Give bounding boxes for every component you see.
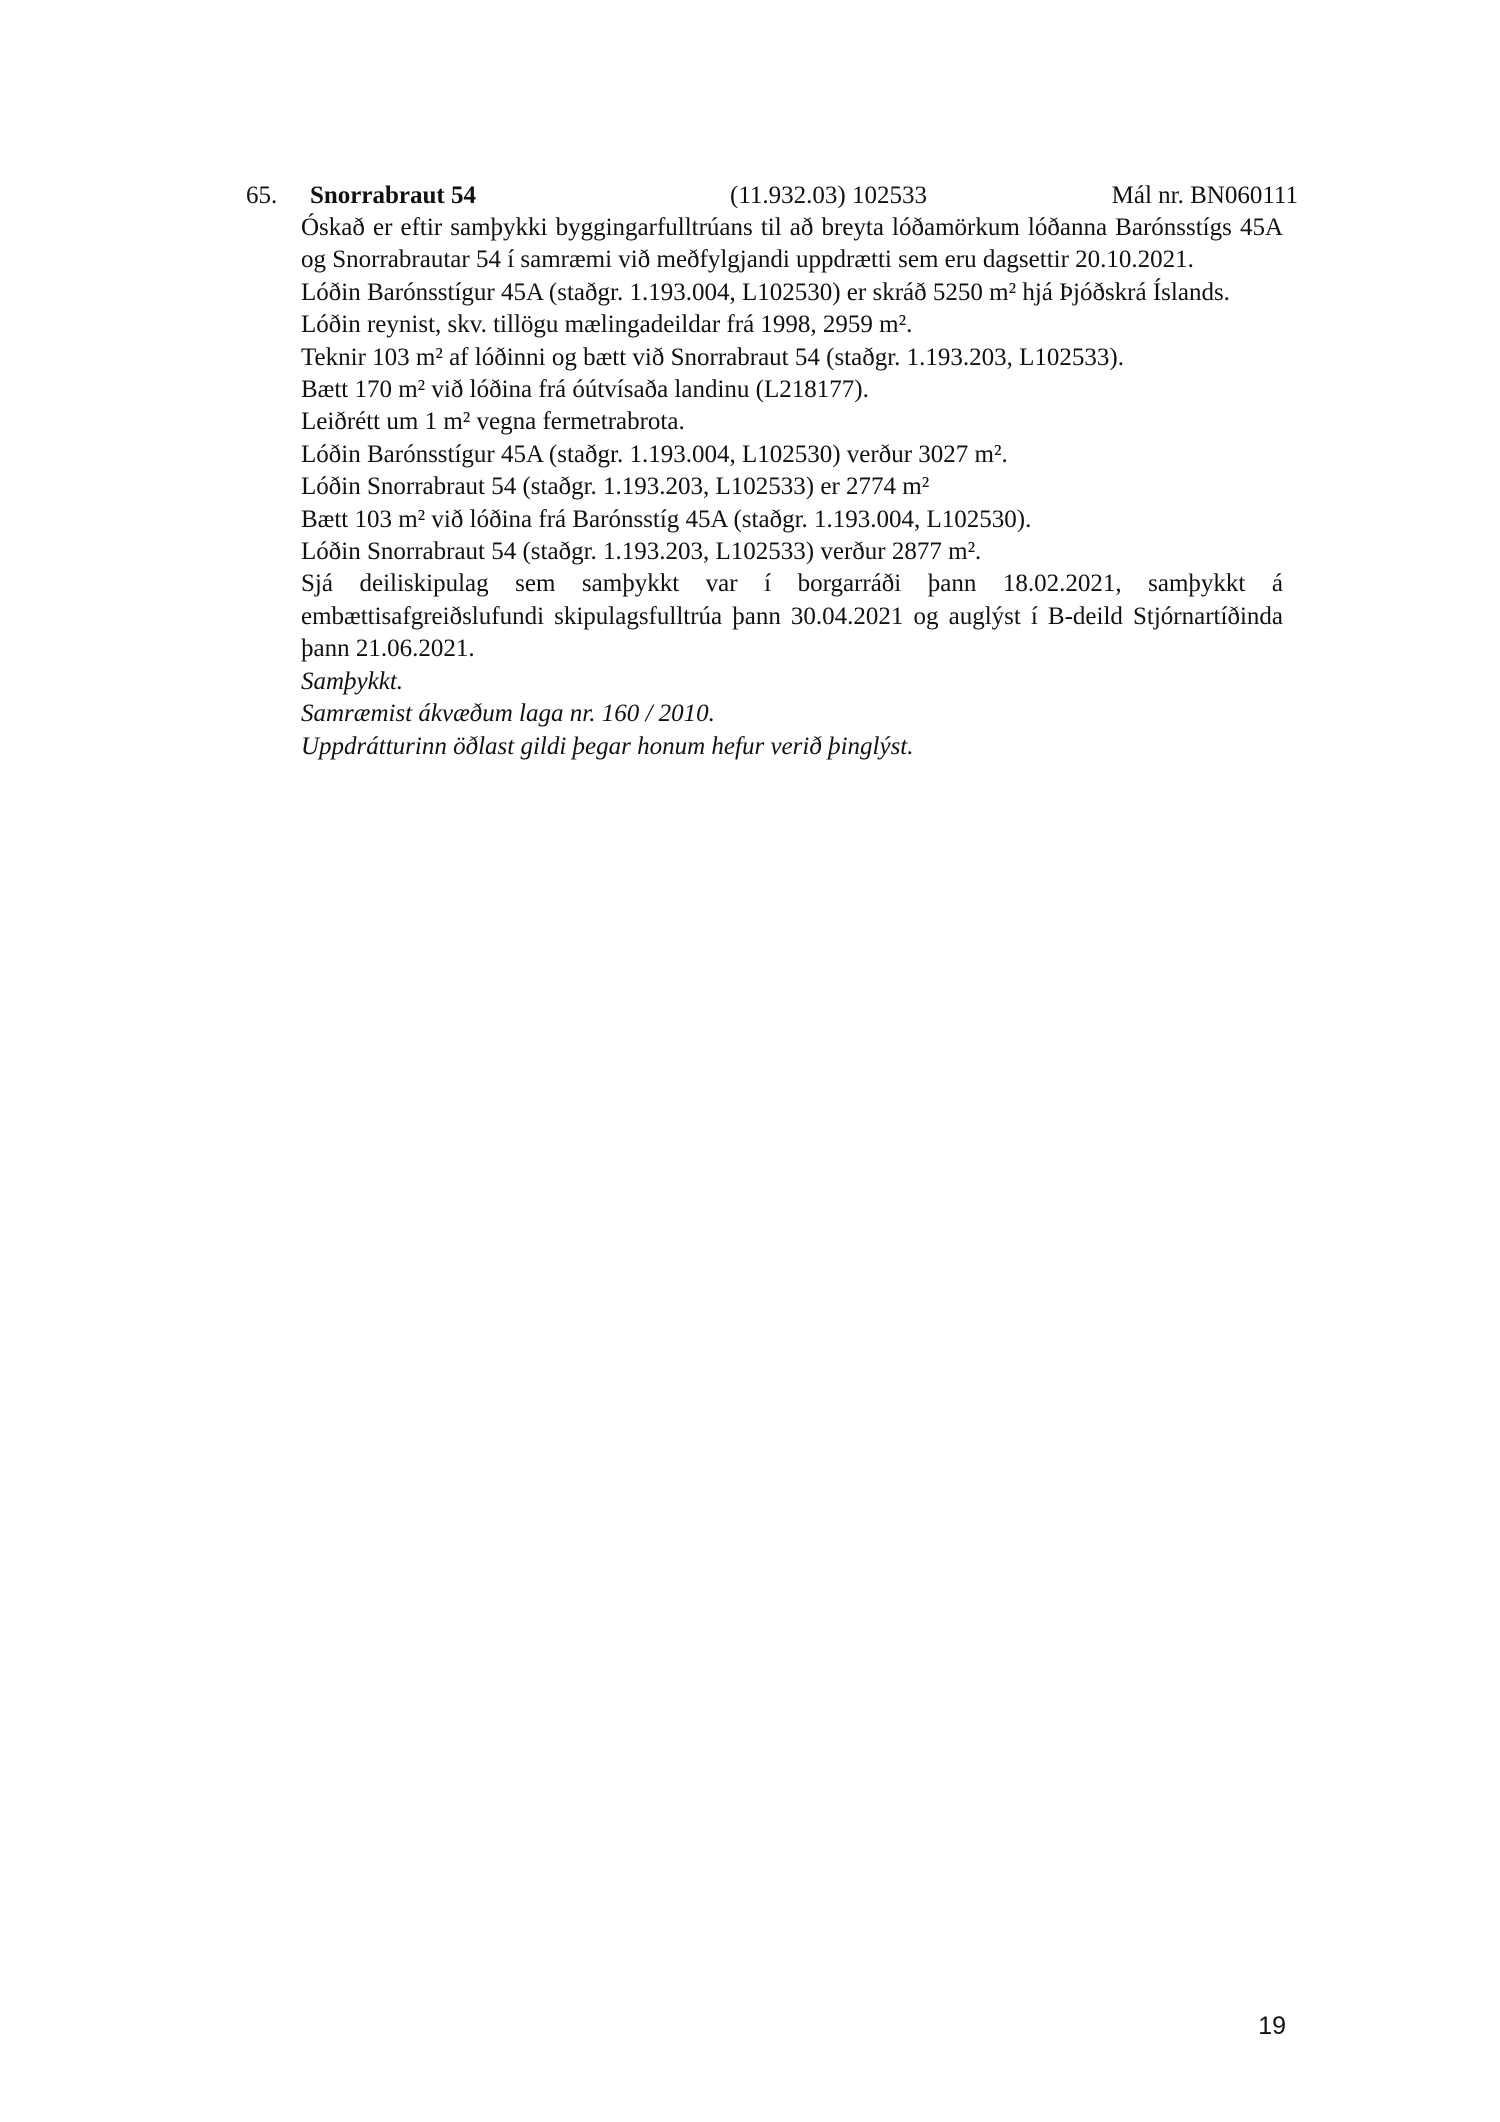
paragraph-registered-area: Lóðin Barónsstígur 45A (staðgr. 1.193.004, L102530) er skráð 5250 m² hjá Þjóðskrá Íslands. [301,278,1230,306]
decision-law-compliance: Samræmist ákvæðum laga nr. 160 / 2010. [301,700,715,728]
paragraph-request: Óskað er eftir samþykki byggingarfulltrúans til að breyta lóðamörkum lóðanna Barónsstígs 45A og Snorrabrautar 54 í samræmi við meðfylgjandi uppdrætti sem eru dagsettir 20.10.2021. [301,214,1283,274]
page-number: 19 [1258,2012,1286,2040]
paragraph-current-snorrabraut: Lóðin Snorrabraut 54 (staðgr. 1.193.203, L102533) er 2774 m² [301,473,930,501]
paragraph-zoning-plan: Sjá deiliskipulag sem samþykkt var í borgarráði þann 18.02.2021, samþykkt á embættisafgreiðslufundi skipulagsfulltrúa þann 30.04.2021 og auglýst í B-deild Stjórnartíðinda þann 21.06.2021. [301,570,1283,663]
paragraph-area-removed: Teknir 103 m² af lóðinni og bætt við Snorrabraut 54 (staðgr. 1.193.203, L102533). [301,343,1125,371]
decision-registration-note: Uppdrátturinn öðlast gildi þegar honum hefur verið þinglýst. [301,732,914,760]
paragraph-result-snorrabraut: Lóðin Snorrabraut 54 (staðgr. 1.193.203, L102533) verður 2877 m². [301,538,982,566]
item-number: 65. [246,182,278,209]
paragraph-result-baronsstigur: Lóðin Barónsstígur 45A (staðgr. 1.193.004, L102530) verður 3027 m². [301,440,1008,468]
paragraph-area-added: Bætt 170 m² við lóðina frá óútvísaða landinu (L218177). [301,376,869,404]
paragraph-added-snorrabraut: Bætt 103 m² við lóðina frá Barónsstíg 45A (staðgr. 1.193.004, L102530). [301,505,1032,533]
case-number: Mál nr. BN060111 [1111,182,1298,209]
paragraph-correction: Leiðrétt um 1 m² vegna fermetrabrota. [301,408,685,436]
item-title: Snorrabraut 54 [310,182,476,209]
decision-approved: Samþykkt. [301,667,404,695]
item-reference: (11.932.03) 102533 [730,182,927,209]
item-header [246,180,1298,212]
paragraph-measured-area: Lóðin reynist, skv. tillögu mælingadeildar frá 1998, 2959 m². [301,311,913,339]
item-body [301,212,1283,763]
